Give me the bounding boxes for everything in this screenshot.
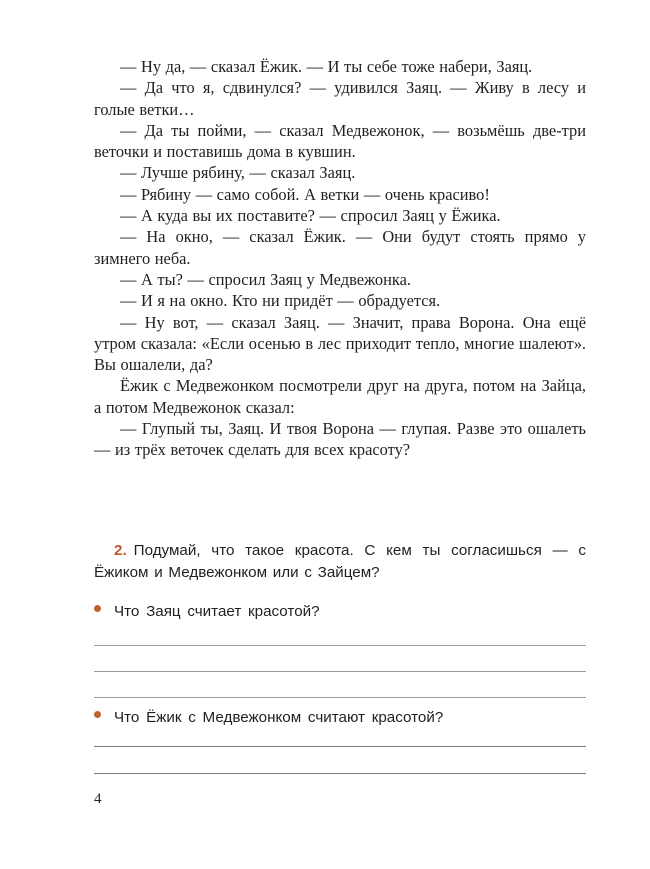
question-text: Что Ёжик с Медвежонком считают красотой? — [114, 709, 444, 726]
story-paragraph: — На окно, — сказал Ёжик. — Они будут стоять прямо у зимнего неба. — [94, 227, 586, 268]
question-item — [94, 601, 586, 623]
answer-line[interactable] — [94, 697, 586, 698]
story-text-block — [94, 56, 586, 461]
answer-line[interactable] — [94, 645, 586, 646]
bullet-icon — [94, 711, 101, 718]
story-paragraph: — Да ты пойми, — сказал Медвежонок, — возьмёшь две-три веточки и поставишь дома в кувшин. — [94, 120, 586, 162]
question-text: Что Заяц считает красотой? — [114, 603, 320, 620]
exercise-number: 2. — [114, 542, 127, 559]
page-number: 4 — [94, 791, 102, 807]
story-paragraph: — И я на окно. Кто ни придёт — обрадуется. — [120, 291, 441, 311]
story-paragraph: — А ты? — спросил Заяц у Медвежонка. — [120, 269, 411, 289]
story-paragraph: — Да что я, сдвинулся? — удивился Заяц. — Живу в лесу и голые ветки… — [94, 78, 586, 119]
question-row — [94, 707, 586, 729]
bullet-icon — [94, 605, 101, 612]
story-paragraph: — Ну да, — сказал Ёжик. — И ты себе тоже набери, Заяц. — [120, 57, 533, 76]
answer-line[interactable] — [94, 746, 586, 747]
story-paragraph: — А куда вы их поставите? — спросил Заяц у Ёжика. — [120, 206, 501, 226]
question-item — [94, 707, 586, 729]
question-row — [94, 601, 586, 623]
story-paragraph: — Лучше рябину, — сказал Заяц. — [120, 163, 356, 183]
exercise-task-text: Подумай, что такое красота. С кем ты согласишься — с Ёжиком и Медвежонком или с Зайцем? — [94, 542, 586, 581]
story-paragraph: — Глупый ты, Заяц. И твоя Ворона — глупая. Разве это ошалеть — из трёх веточек сделать для всех красоту? — [94, 419, 586, 460]
answer-line[interactable] — [94, 773, 586, 774]
story-paragraph: — Ну вот, — сказал Заяц. — Значит, права Ворона. Она ещё утром сказала: «Если осенью в лес приходит тепло, многие шалеют». Вы ошалели, да? — [94, 312, 586, 375]
answer-line[interactable] — [94, 671, 586, 672]
exercise-task-paragraph — [94, 540, 586, 584]
story-paragraph: Ёжик с Медвежонком посмотрели друг на друга, потом на Зайца, а потом Медвежонок сказал: — [94, 376, 586, 417]
story-paragraph: — Рябину — само собой. А ветки — очень красиво! — [120, 184, 490, 204]
exercise-task-block — [94, 540, 586, 584]
